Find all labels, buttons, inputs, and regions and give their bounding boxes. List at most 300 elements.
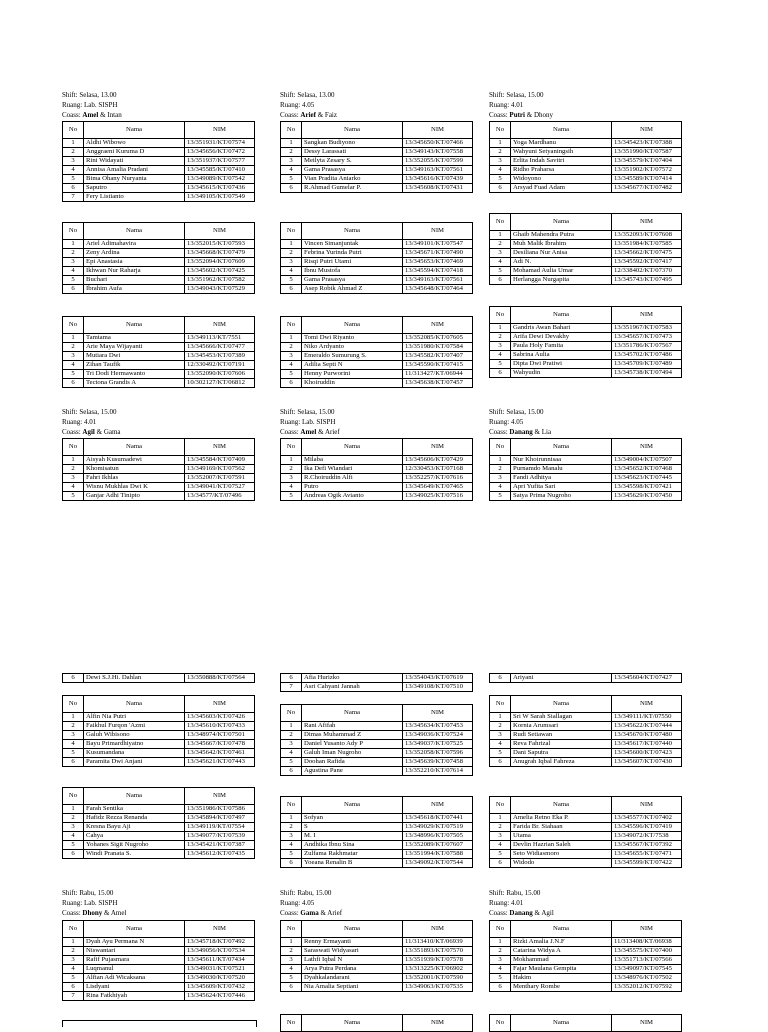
row-number: 2: [281, 465, 302, 474]
row-number: 1: [490, 938, 511, 947]
session-header: [62, 90, 122, 120]
room-value: Lab. SISPH: [83, 899, 118, 907]
student-name: Apri Yufita Sari: [511, 483, 612, 492]
student-nim: 13/349169/KT/07562: [185, 465, 255, 474]
student-nim: 13/34577/KT/07496: [185, 492, 255, 501]
student-nim: 13/349108/KT/07510: [403, 683, 473, 692]
table-row: [281, 965, 473, 974]
table-row: [63, 841, 255, 850]
table-row: [281, 276, 473, 285]
student-name: Tamtama: [84, 334, 185, 343]
student-name: Aisyah Kusumadewi: [84, 456, 185, 465]
shift-label: Shift:: [62, 889, 78, 897]
student-name: Gama Prasasya: [302, 276, 403, 285]
row-number: 1: [281, 456, 302, 465]
row-number: 6: [281, 184, 302, 193]
student-name: Catarina Widya A: [511, 947, 612, 956]
row-number: 1: [63, 240, 84, 249]
coass-1: Danang: [509, 428, 533, 436]
row-number: 4: [490, 258, 511, 267]
col-header-nama: Nama: [511, 696, 612, 713]
student-table: [489, 695, 682, 767]
row-number: 3: [490, 956, 511, 965]
student-name: Erlita Indah Savitri: [511, 157, 612, 166]
col-header-nama: Nama: [302, 797, 403, 814]
student-nim: 13/349043/KT/07529: [185, 285, 255, 294]
col-header-nama: Nama: [84, 921, 185, 938]
row-number: 3: [63, 474, 84, 483]
col-header-nama: Nama: [84, 122, 185, 139]
row-number: 3: [63, 352, 84, 361]
student-nim: 13/345584/KT/07409: [185, 456, 255, 465]
table-header-row: [490, 696, 682, 713]
col-header-no: No: [490, 921, 511, 938]
table-row: [490, 823, 682, 832]
student-name: Ibnu Mustofa: [302, 267, 403, 276]
group-table: [62, 121, 255, 202]
student-nim: 13/345648/KT/07464: [403, 285, 473, 294]
table-header-row: [281, 1015, 473, 1032]
student-table: [62, 316, 255, 388]
row-number: 4: [490, 841, 511, 850]
row-number: 4: [490, 965, 511, 974]
student-nim: 13/349056/KT/07534: [185, 947, 255, 956]
table-row: [281, 166, 473, 175]
student-name: Arsyad Fuad Adam: [511, 184, 612, 193]
row-number: 3: [490, 731, 511, 740]
table-row: [63, 148, 255, 157]
group-table: [62, 222, 255, 294]
student-nim: 13/345649/KT/07465: [403, 483, 473, 492]
student-table: [280, 121, 473, 193]
student-table: [489, 796, 682, 868]
shift-value: Rabu, 15.00: [79, 889, 114, 897]
row-number: 3: [281, 157, 302, 166]
student-nim: 13/345423/KT/07388: [612, 139, 682, 148]
student-table: [489, 121, 682, 193]
group-table: [62, 695, 255, 767]
student-nim: 13/351967/KT/07583: [612, 324, 682, 333]
student-name: Utama: [511, 832, 612, 841]
coass-label: Coass:: [280, 909, 299, 917]
shift-label: Shift:: [280, 889, 296, 897]
student-nim: 13/345671/KT/07490: [403, 249, 473, 258]
row-number: 6: [63, 674, 84, 683]
row-number: 5: [281, 974, 302, 983]
student-nim: 13/345594/KT/07418: [403, 267, 473, 276]
col-header-no: No: [490, 307, 511, 324]
student-nim: 13/349089/KT/07542: [185, 175, 255, 184]
student-nim: 13/345670/KT/07480: [612, 731, 682, 740]
student-table: [280, 438, 473, 501]
student-table: [489, 1014, 682, 1032]
col-header-nim: NIM: [185, 439, 255, 456]
student-nim: 13/345615/KT/07436: [185, 184, 255, 193]
row-number: 5: [281, 758, 302, 767]
student-nim: 13/351990/KT/07587: [612, 148, 682, 157]
row-number: 1: [490, 456, 511, 465]
row-number: 5: [490, 360, 511, 369]
student-nim: 13/345639/KT/07458: [403, 758, 473, 767]
student-name: Kornia Arumsari: [511, 722, 612, 731]
student-name: Annisa Amalia Pradani: [84, 166, 185, 175]
table-row: [63, 713, 255, 722]
student-name: Yohanes Sigit Nugroho: [84, 841, 185, 850]
student-name: Asep Robik Ahmad Z: [302, 285, 403, 294]
table-row: [281, 240, 473, 249]
student-name: Vian Pradita Aniarko: [302, 175, 403, 184]
table-row: [281, 841, 473, 850]
table-row: [281, 832, 473, 841]
table-row: [281, 674, 473, 683]
row-number: 1: [63, 456, 84, 465]
table-row: [490, 722, 682, 731]
row-number: 1: [63, 334, 84, 343]
table-header-row: [490, 439, 682, 456]
student-name: Saraswati Widyasari: [302, 947, 403, 956]
table-row: [490, 974, 682, 983]
student-nim: 10/302127/KT/06812: [185, 379, 255, 388]
row-number: 2: [281, 731, 302, 740]
group-table: [280, 796, 473, 868]
table-row: [281, 157, 473, 166]
row-number: 3: [63, 731, 84, 740]
student-nim: 13/351962/KT/07582: [185, 276, 255, 285]
group-table: [489, 796, 682, 868]
coass-2: Agil: [541, 909, 554, 917]
session-header: [489, 888, 554, 918]
col-header-no: No: [281, 317, 302, 334]
table-row: [281, 983, 473, 992]
student-nim: 13/349143/KT/07558: [403, 148, 473, 157]
row-number: 3: [490, 474, 511, 483]
student-name: Fajar Maulana Gempita: [511, 965, 612, 974]
student-name: Devlin Hazrian Saleh: [511, 841, 612, 850]
row-number: 5: [63, 276, 84, 285]
room-label: Ruang:: [280, 101, 301, 109]
student-nim: 13/345621/KT/07443: [185, 758, 255, 767]
row-number: 6: [281, 859, 302, 868]
student-table: [62, 673, 255, 683]
student-name: Wisnu Mukhlas Dwi K: [84, 483, 185, 492]
table-row: [281, 767, 473, 776]
student-name: Adi N.: [511, 258, 612, 267]
group-table: [62, 920, 255, 1001]
student-nim: 13/351984/KT/07585: [612, 240, 682, 249]
table-row: [281, 267, 473, 276]
student-name: Ghaib Mahendra Putra: [511, 231, 612, 240]
student-nim: 13/349004/KT/07507: [612, 456, 682, 465]
student-name: Farida Br. Siahaan: [511, 823, 612, 832]
student-table: [62, 222, 255, 294]
student-nim: 13/345599/KT/07422: [612, 859, 682, 868]
student-name: Ariyani: [511, 674, 612, 683]
col-header-nama: Nama: [84, 317, 185, 334]
group-table: [280, 438, 473, 501]
student-nim: 13/345602/KT/07425: [185, 267, 255, 276]
student-nim: 13/345612/KT/07435: [185, 850, 255, 859]
group-table: [62, 316, 255, 388]
group-table: [489, 695, 682, 767]
student-nim: 13/313225/KT/06902: [403, 965, 473, 974]
student-nim: 13/345575/KT/07400: [612, 947, 682, 956]
col-header-nama: Nama: [302, 705, 403, 722]
table-row: [281, 823, 473, 832]
student-name: Ganjar Adhi Tinipto: [84, 492, 185, 501]
group-table: [280, 121, 473, 193]
room-label: Ruang:: [280, 418, 301, 426]
table-row: [490, 850, 682, 859]
group-table: [489, 438, 682, 501]
student-name: Lathfi Iqbal N: [302, 956, 403, 965]
student-nim: 13/349063/KT/07535: [403, 983, 473, 992]
table-row: [281, 947, 473, 956]
session-header: [489, 407, 551, 437]
coass-2: Arief: [327, 909, 343, 917]
student-name: Alfian Adi Wicaksana: [84, 974, 185, 983]
room-value: 4.01: [83, 418, 97, 426]
student-name: Wahyudin: [511, 369, 612, 378]
col-header-nim: NIM: [403, 439, 473, 456]
student-name: M. I: [302, 832, 403, 841]
amp: &: [96, 428, 103, 436]
table-row: [490, 276, 682, 285]
col-header-nama: Nama: [302, 122, 403, 139]
row-number: 2: [490, 333, 511, 342]
row-number: 4: [63, 166, 84, 175]
student-table: [489, 306, 682, 378]
group-table: [62, 438, 255, 501]
row-number: 1: [490, 814, 511, 823]
table-row: [490, 492, 682, 501]
row-number: 3: [490, 157, 511, 166]
student-table: [280, 796, 473, 868]
coass-1: Dhony: [82, 909, 103, 917]
table-row: [490, 148, 682, 157]
student-name: Bayu Primardhiyatno: [84, 740, 185, 749]
row-number: 2: [490, 823, 511, 832]
amp: &: [534, 428, 540, 436]
session-header: [62, 407, 121, 437]
student-name: Khoiruddin: [302, 379, 403, 388]
table-row: [63, 240, 255, 249]
student-nim: 13/349163/KT/07561: [403, 166, 473, 175]
student-name: Kusumandana: [84, 749, 185, 758]
table-row: [490, 859, 682, 868]
student-nim: 13/351893/KT/07570: [403, 947, 473, 956]
row-number: 3: [63, 823, 84, 832]
table-row: [490, 351, 682, 360]
col-header-nama: Nama: [302, 439, 403, 456]
shift-label: Shift:: [489, 408, 505, 416]
student-name: Rini Widayati: [84, 157, 185, 166]
student-name: Luqmanul: [84, 965, 185, 974]
row-number: 1: [63, 938, 84, 947]
student-nim: 13/345666/KT/07477: [185, 343, 255, 352]
student-nim: 13/351994/KT/07588: [403, 850, 473, 859]
student-name: Arie Maya Wijayanti: [84, 343, 185, 352]
table-row: [490, 740, 682, 749]
student-name: Fahri Ikhlas: [84, 474, 185, 483]
col-header-no: No: [63, 122, 84, 139]
row-number: 2: [63, 343, 84, 352]
session-header: [280, 888, 342, 918]
col-header-nama: Nama: [511, 797, 612, 814]
table-row: [281, 956, 473, 965]
col-header-nim: NIM: [612, 122, 682, 139]
student-nim: 13/349111/KT/07550: [612, 713, 682, 722]
table-row: [490, 841, 682, 850]
table-header-row: [490, 1015, 682, 1032]
row-number: 2: [490, 465, 511, 474]
student-name: Herlangga Nurgapita: [511, 276, 612, 285]
table-row: [63, 193, 255, 202]
row-number: 5: [490, 850, 511, 859]
student-nim: 13/345604/KT/07427: [612, 674, 682, 683]
row-number: 1: [490, 713, 511, 722]
table-row: [490, 456, 682, 465]
table-row: [63, 674, 255, 683]
table-row: [490, 758, 682, 767]
student-table: [280, 316, 473, 388]
student-name: Widoyono: [511, 175, 612, 184]
coass-1: Danang: [509, 909, 533, 917]
student-name: Asri Cahyani Jannah: [302, 683, 403, 692]
student-nim: 13/352210/KT/07614: [403, 767, 473, 776]
student-name: Dimas Muhammad Z: [302, 731, 403, 740]
student-name: Yoeana Renalin B: [302, 859, 403, 868]
student-table: [280, 920, 473, 992]
group-table: [489, 673, 682, 683]
student-nim: 13/354043/KT/07619: [403, 674, 473, 683]
col-header-no: No: [281, 705, 302, 722]
room-label: Ruang:: [62, 899, 83, 907]
student-name: Satya Prima Nugroho: [511, 492, 612, 501]
coass-1: Putri: [509, 111, 525, 119]
shift-value: Selasa, 15.00: [506, 91, 544, 99]
row-number: 1: [490, 324, 511, 333]
table-row: [490, 465, 682, 474]
shift-value: Rabu, 15.00: [506, 889, 541, 897]
table-row: [490, 139, 682, 148]
student-name: Windi Pranata S.: [84, 850, 185, 859]
col-header-nama: Nama: [511, 921, 612, 938]
student-name: Milaba: [302, 456, 403, 465]
student-name: Renny Ermayanti: [302, 938, 403, 947]
col-header-nim: NIM: [612, 921, 682, 938]
col-header-no: No: [281, 1015, 302, 1032]
group-table: [489, 920, 682, 992]
table-header-row: [63, 788, 255, 805]
col-header-nama: Nama: [84, 223, 185, 240]
table-row: [281, 465, 473, 474]
col-header-no: No: [490, 439, 511, 456]
coass-2: Gama: [103, 428, 121, 436]
student-nim: 13/349037/KT/07525: [403, 740, 473, 749]
student-name: Galuh Iman Nugroho: [302, 749, 403, 758]
group-table: [489, 121, 682, 193]
table-row: [281, 492, 473, 501]
col-header-no: No: [490, 696, 511, 713]
student-nim: 13/345650/KT/07466: [403, 139, 473, 148]
amp: &: [318, 428, 324, 436]
row-number: 6: [490, 369, 511, 378]
row-number: 2: [63, 722, 84, 731]
student-name: Rizki Amalia J.N.F: [511, 938, 612, 947]
table-header-row: [63, 317, 255, 334]
student-table: [62, 695, 255, 767]
coass-2: Faiz: [324, 111, 337, 119]
row-number: 3: [63, 157, 84, 166]
table-row: [490, 832, 682, 841]
student-name: Zulfama Rakhmatar: [302, 850, 403, 859]
table-row: [63, 965, 255, 974]
room-label: Ruang:: [489, 418, 510, 426]
table-row: [281, 456, 473, 465]
col-header-nama: Nama: [511, 1015, 612, 1032]
student-table: [62, 920, 255, 1001]
student-nim: 13/345610/KT/07433: [185, 722, 255, 731]
table-row: [63, 749, 255, 758]
student-nim: 13/351786/KT/07567: [612, 342, 682, 351]
group-table: [280, 920, 473, 992]
col-header-no: No: [63, 921, 84, 938]
table-row: [63, 184, 255, 193]
student-nim: 13/351902/KT/07572: [612, 166, 682, 175]
student-name: Mokhammad: [511, 956, 612, 965]
student-nim: 13/352001/KT/07590: [403, 974, 473, 983]
row-number: 4: [63, 267, 84, 276]
table-row: [281, 814, 473, 823]
row-number: 4: [490, 740, 511, 749]
student-nim: 13/349025/KT/07516: [403, 492, 473, 501]
col-header-nim: NIM: [185, 122, 255, 139]
student-nim: 13/345677/KT/07482: [612, 184, 682, 193]
student-nim: 11/313410/KT/06939: [403, 938, 473, 947]
table-row: [281, 731, 473, 740]
student-nim: 13/352058/KT/07596: [403, 749, 473, 758]
table-row: [281, 749, 473, 758]
student-table: [489, 438, 682, 501]
shift-label: Shift:: [62, 91, 78, 99]
student-name: Dipta Dwi Pratiwi: [511, 360, 612, 369]
student-nim: 13/352089/KT/07607: [403, 841, 473, 850]
student-nim: 13/345629/KT/07450: [612, 492, 682, 501]
col-header-nim: NIM: [612, 1015, 682, 1032]
row-number: 5: [63, 974, 84, 983]
row-number: 4: [63, 483, 84, 492]
row-number: 4: [281, 267, 302, 276]
student-name: Dessy Larassati: [302, 148, 403, 157]
row-number: 1: [281, 240, 302, 249]
row-number: 4: [281, 841, 302, 850]
student-nim: 11/313408/KT/06938: [612, 938, 682, 947]
student-nim: 13/348974/KT/07501: [185, 731, 255, 740]
room-value: 4.01: [510, 899, 524, 907]
row-number: 2: [281, 947, 302, 956]
shift-label: Shift:: [489, 889, 505, 897]
coass-label: Coass:: [62, 428, 81, 436]
student-table: [489, 213, 682, 285]
row-number: 2: [63, 947, 84, 956]
row-number: 4: [63, 740, 84, 749]
table-row: [63, 249, 255, 258]
student-table: [280, 1014, 473, 1032]
col-header-nama: Nama: [511, 439, 612, 456]
student-nim: 13/345662/KT/07475: [612, 249, 682, 258]
student-name: Meilyta Zesary S.: [302, 157, 403, 166]
table-row: [281, 683, 473, 692]
